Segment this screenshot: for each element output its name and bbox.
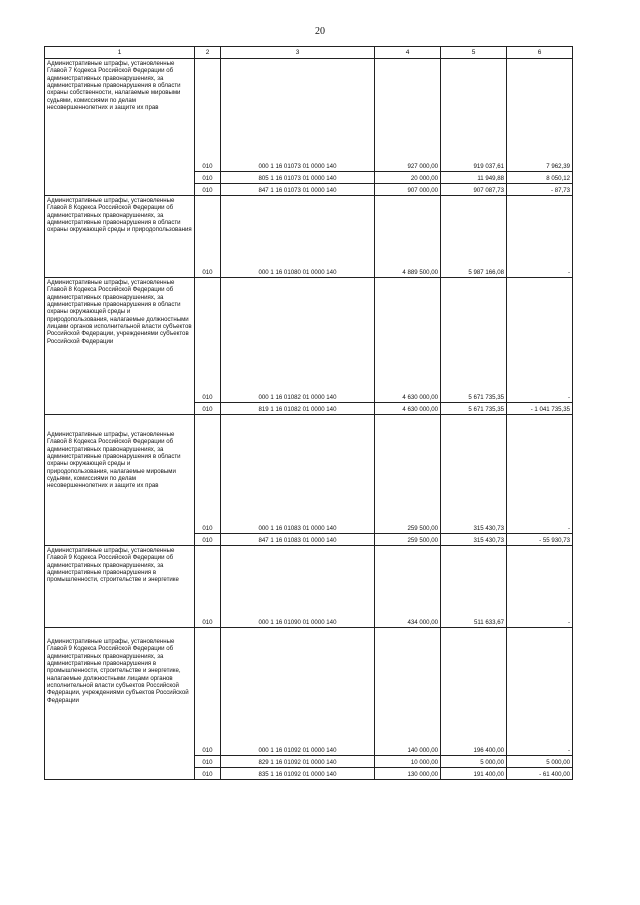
kbk-code: 805 1 16 01073 01 0000 140 [221, 172, 375, 184]
plan-value: 140 000,00 [375, 628, 441, 756]
item-name: Административные штрафы, установленные Главой 8 Кодекса Российской Федерации об административных правонарушениях, за административные правонарушения в области охраны окружающей среды и природопользования, налагаемые мировыми судьями, комиссиями по делам несовершеннолетних и защите их прав [45, 415, 195, 546]
diff-value: - 87,73 [507, 184, 573, 196]
fact-value: 511 633,67 [441, 546, 507, 628]
plan-value: 10 000,00 [375, 756, 441, 768]
diff-value: - [507, 278, 573, 403]
kbk-code: 847 1 16 01073 01 0000 140 [221, 184, 375, 196]
header-cell: 4 [375, 47, 441, 59]
plan-value: 4 630 000,00 [375, 278, 441, 403]
kbk-code: 847 1 16 01083 01 0000 140 [221, 534, 375, 546]
table-row [45, 415, 573, 534]
diff-value: - [507, 546, 573, 628]
diff-value: - 55 930,73 [507, 534, 573, 546]
page-number: 20 [315, 26, 325, 37]
fact-value: 5 987 166,08 [441, 196, 507, 278]
item-name: Административные штрафы, установленные Главой 9 Кодекса Российской Федерации об административных правонарушениях, за административные правонарушения в промышленности, строительстве и энергетике, налагаемые должностными лицами органов исполнительной власти субъектов Российской Федерации, учреждениями субъектов Российской Федерации [45, 628, 195, 780]
row-code: 010 [195, 756, 221, 768]
diff-value: 5 000,00 [507, 756, 573, 768]
fact-value: 191 400,00 [441, 768, 507, 780]
table-row [45, 628, 573, 756]
diff-value: - [507, 415, 573, 534]
fact-value: 5 671 735,35 [441, 278, 507, 403]
fact-value: 907 087,73 [441, 184, 507, 196]
plan-value: 4 889 500,00 [375, 196, 441, 278]
kbk-code: 000 1 16 01080 01 0000 140 [221, 196, 375, 278]
kbk-code: 835 1 16 01092 01 0000 140 [221, 768, 375, 780]
kbk-code: 829 1 16 01092 01 0000 140 [221, 756, 375, 768]
header-cell: 2 [195, 47, 221, 59]
row-code: 010 [195, 534, 221, 546]
fact-value: 919 037,61 [441, 59, 507, 172]
row-code: 010 [195, 546, 221, 628]
plan-value: 20 000,00 [375, 172, 441, 184]
plan-value: 4 630 000,00 [375, 403, 441, 415]
diff-value: - 1 041 735,35 [507, 403, 573, 415]
kbk-code: 000 1 16 01090 01 0000 140 [221, 546, 375, 628]
row-code: 010 [195, 628, 221, 756]
fact-value: 196 400,00 [441, 628, 507, 756]
fact-value: 5 000,00 [441, 756, 507, 768]
header-cell: 5 [441, 47, 507, 59]
diff-value: 7 962,39 [507, 59, 573, 172]
header-cell: 6 [507, 47, 573, 59]
diff-value: 8 050,12 [507, 172, 573, 184]
item-name: Административные штрафы, установленные Главой 8 Кодекса Российской Федерации об административных правонарушениях, за административные правонарушения в области охраны окружающей среды и природопользования [45, 196, 195, 278]
revenue-table [44, 46, 573, 780]
fact-value: 5 671 735,35 [441, 403, 507, 415]
diff-value: - [507, 196, 573, 278]
kbk-code: 000 1 16 01073 01 0000 140 [221, 59, 375, 172]
kbk-code: 819 1 16 01082 01 0000 140 [221, 403, 375, 415]
fact-value: 315 430,73 [441, 415, 507, 534]
plan-value: 927 000,00 [375, 59, 441, 172]
plan-value: 907 000,00 [375, 184, 441, 196]
row-code: 010 [195, 172, 221, 184]
plan-value: 434 000,00 [375, 546, 441, 628]
fact-value: 11 949,88 [441, 172, 507, 184]
item-name: Административные штрафы, установленные Главой 7 Кодекса Российской Федерации об административных правонарушениях, за административные правонарушения в области охраны собственности, налагаемые мировыми судьями, комиссиями по делам несовершеннолетних и защите их прав [45, 59, 195, 196]
plan-value: 130 000,00 [375, 768, 441, 780]
plan-value: 259 500,00 [375, 415, 441, 534]
row-code: 010 [195, 415, 221, 534]
header-cell: 1 [45, 47, 195, 59]
row-code: 010 [195, 278, 221, 403]
kbk-code: 000 1 16 01083 01 0000 140 [221, 415, 375, 534]
row-code: 010 [195, 59, 221, 172]
header-cell: 3 [221, 47, 375, 59]
kbk-code: 000 1 16 01082 01 0000 140 [221, 278, 375, 403]
table-row [45, 278, 573, 403]
table-row [45, 546, 573, 628]
item-name: Административные штрафы, установленные Главой 8 Кодекса Российской Федерации об административных правонарушениях, за административные правонарушения в области охраны окружающей среды и природопользования, налагаемые должностными лицами органов исполнительной власти субъектов Российской Федерации, учреждениями субъектов Российской Федерации [45, 278, 195, 415]
fact-value: 315 430,73 [441, 534, 507, 546]
table-row [45, 59, 573, 172]
row-code: 010 [195, 403, 221, 415]
row-code: 010 [195, 184, 221, 196]
plan-value: 259 500,00 [375, 534, 441, 546]
kbk-code: 000 1 16 01092 01 0000 140 [221, 628, 375, 756]
diff-value: - [507, 628, 573, 756]
item-name: Административные штрафы, установленные Главой 9 Кодекса Российской Федерации об административных правонарушениях, за административные правонарушения в промышленности, строительстве и энергетике [45, 546, 195, 628]
row-code: 010 [195, 196, 221, 278]
header-row [45, 47, 573, 59]
row-code: 010 [195, 768, 221, 780]
diff-value: - 61 400,00 [507, 768, 573, 780]
table-row [45, 196, 573, 278]
